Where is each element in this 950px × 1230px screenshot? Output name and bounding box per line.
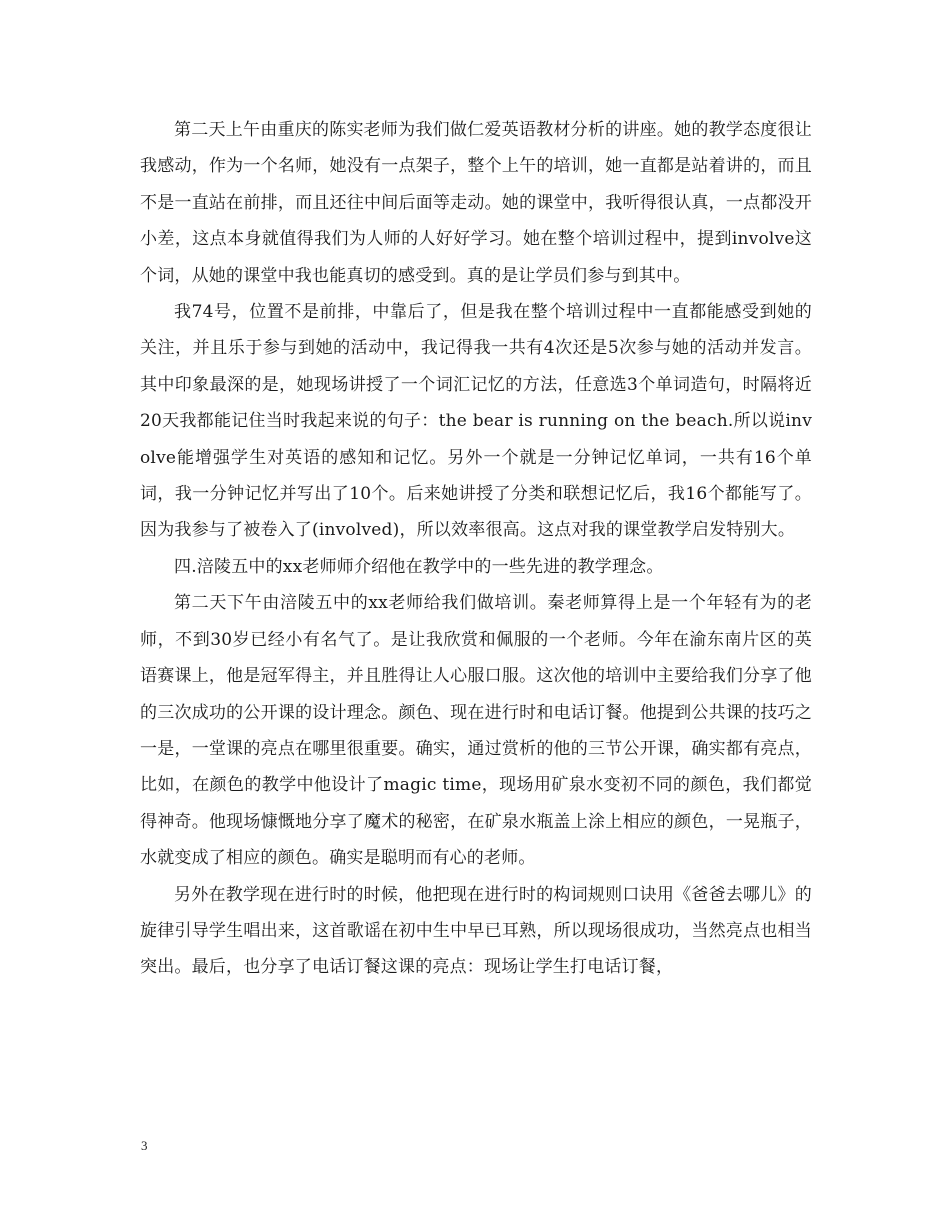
page-number: 3: [141, 1138, 148, 1153]
paragraph-qin-teacher-training: 第二天下午由涪陵五中的xx老师给我们做培训。秦老师算得上是一个年轻有为的老师，不到30岁已经小有名气了。是让我欣赏和佩服的一个老师。今年在渝东南片区的英语赛课上，他是冠军得主，并且胜得让人心服口服。这次他的培训中主要给我们分享了他的三次成功的公开课的设计理念。颜色、现在进行时和电话订餐。他提到公共课的技巧之一是，一堂课的亮点在哪里很重要。确实，通过赏析的他的三节公开课，确实都有亮点，比如，在颜色的教学中他设计了magic time，现场用矿泉水变初不同的颜色，我们都觉得神奇。他现场慷慨地分享了魔术的秘密，在矿泉水瓶盖上涂上相应的颜色，一晃瓶子，水就变成了相应的颜色。确实是聪明而有心的老师。: [140, 593, 812, 869]
paragraph-involve-experience: 我74号，位置不是前排，中靠后了，但是我在整个培训过程中一直都能感受到她的关注，并且乐于参与到她的活动中，我记得我一共有4次还是5次参与她的活动并发言。其中印象最深的是，她现场讲授了一个词汇记忆的方法，任意选3个单词造句，时隔将近20天我都能记住当时我起来说的句子：the bear is running on the beach.所以说involve能增强学生对英语的感知和记忆。另外一个就是一分钟记忆单词，一共有16个单词，我一分钟记忆并写出了10个。后来她讲授了分类和联想记忆后，我16个都能写了。因为我参与了被卷入了(involved)，所以效率很高。这点对我的课堂教学启发特别大。: [140, 302, 812, 541]
paragraph-chen-shi-lecture: 第二天上午由重庆的陈实老师为我们做仁爱英语教材分析的讲座。她的教学态度很让我感动，作为一个名师，她没有一点架子，整个上午的培训，她一直都是站着讲的，而且不是一直站在前排，而且还往中间后面等走动。她的课堂中，我听得很认真，一点都没开小差，这点本身就值得我们为人师的人好好学习。她在整个培训过程中，提到involve这个词，从她的课堂中我也能真切的感受到。真的是让学员们参与到其中。: [140, 120, 812, 286]
section-heading-fuling-teacher: 四.涪陵五中的xx老师师介绍他在教学中的一些先进的教学理念。: [174, 556, 664, 577]
paragraph-present-progressive-song: 另外在教学现在进行时的时候，他把现在进行时的构词规则口诀用《爸爸去哪儿》的旋律引导学生唱出来，这首歌谣在初中生中早已耳熟，所以现场很成功，当然亮点也相当突出。最后，也分享了电话订餐这课的亮点：现场让学生打电话订餐，: [140, 884, 812, 978]
document-body: [140, 112, 812, 986]
